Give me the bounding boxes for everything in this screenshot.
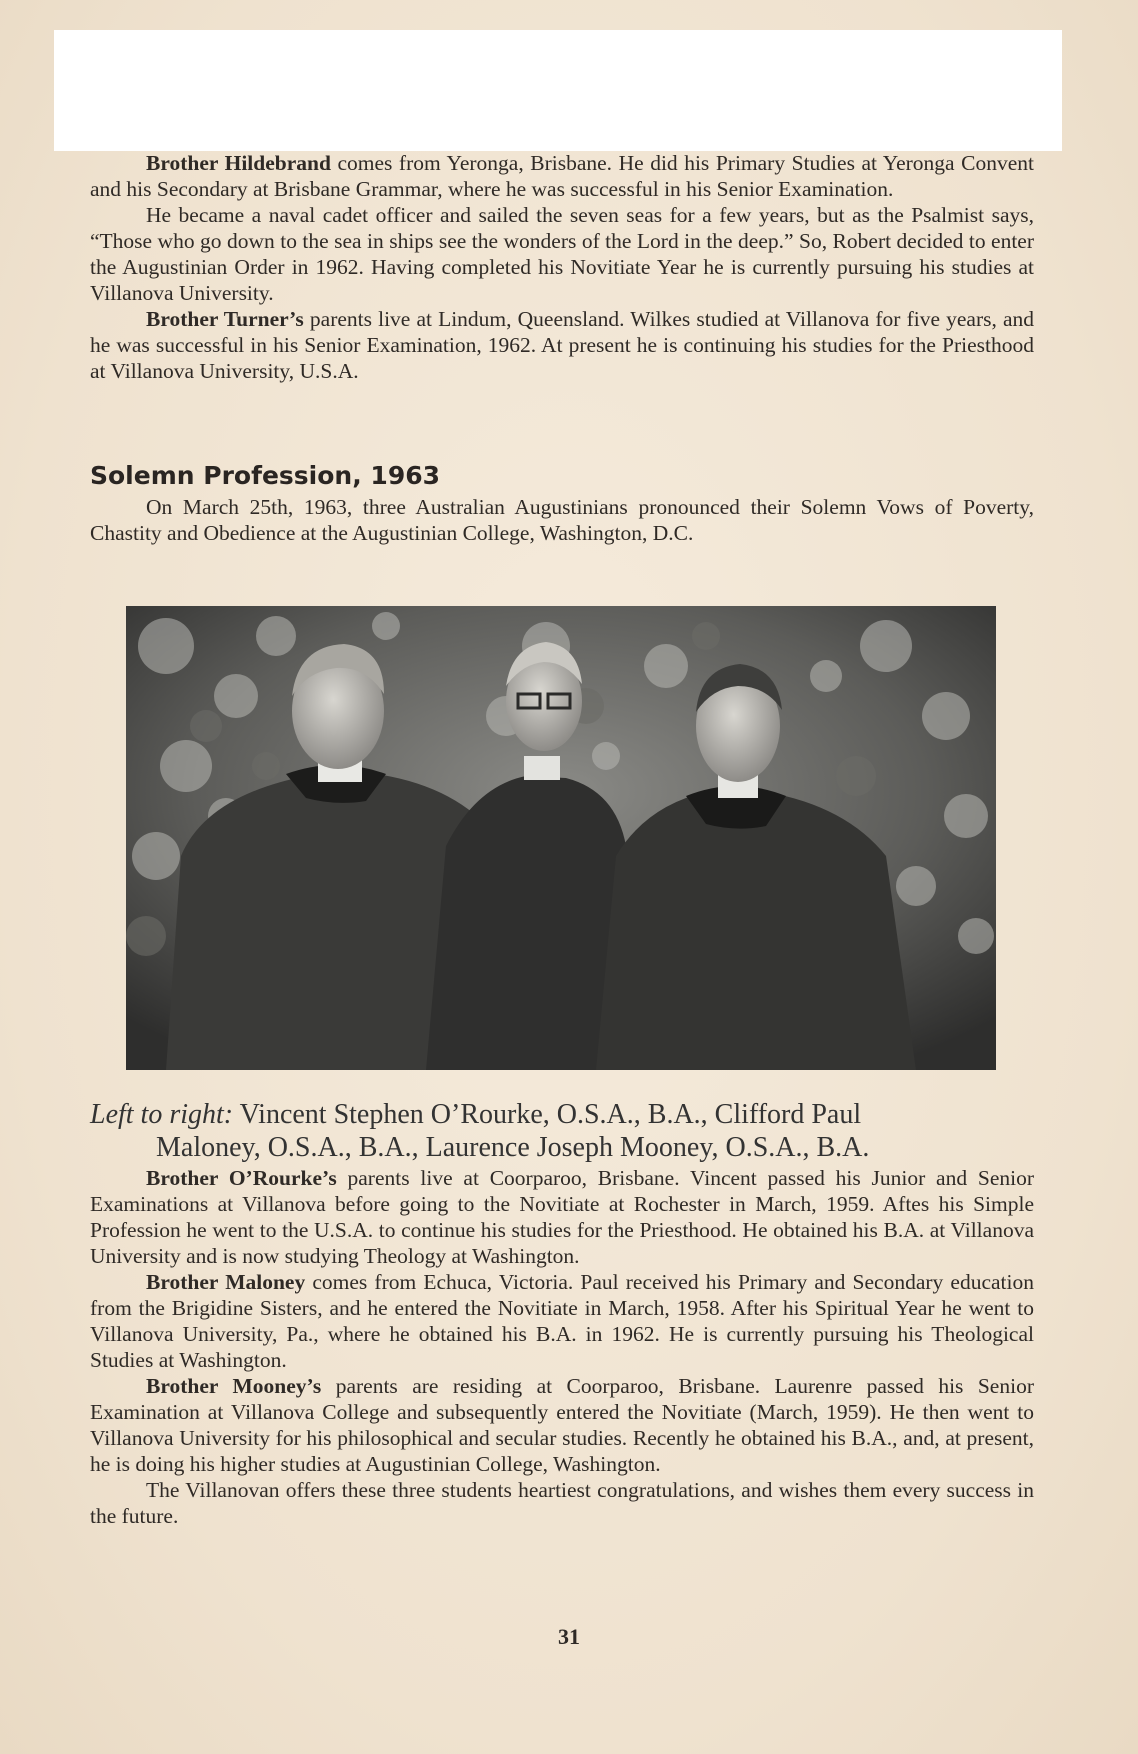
paragraph-lead: Brother Mooney’s	[146, 1374, 322, 1398]
paragraph-congratulations	[90, 1477, 1034, 1529]
paragraph-lead: Brother Maloney	[146, 1270, 306, 1294]
paragraph-turner	[90, 306, 1034, 384]
caption-line-2: Maloney, O.S.A., B.A., Laurence Joseph Mooney, O.S.A., B.A.	[156, 1132, 870, 1163]
solemn-profession-section	[90, 494, 1034, 546]
page-number: 31	[558, 1624, 580, 1649]
photo-caption	[90, 1098, 1034, 1164]
paragraph-text: The Villanovan offers these three students heartiest congratulations, and wishes them every success in the future.	[90, 1478, 1034, 1528]
caption-line-1: Vincent Stephen O’Rourke, O.S.A., B.A., Clifford Paul	[233, 1099, 862, 1130]
paragraph-text: comes from Yeronga, Brisbane. He did his Primary Studies at Yeronga Convent and his Secondary at Brisbane Grammar, where he was successful in his Senior Examination.	[90, 151, 1034, 201]
paragraph-text: comes from Echuca, Victoria. Paul received his Primary and Secondary education from the Brigidine Sisters, and he entered the Novitiate in March, 1958. After his Spiritual Year he went to Villanova University, Pa., where he obtained his B.A. in 1962. He is currently pursuing his Theological Studies at Washington.	[90, 1270, 1034, 1372]
paragraph-text: parents live at Coorparoo, Brisbane. Vincent passed his Junior and Senior Examinations at Villanova before going to the Novitiate at Rochester in March, 1959. Aftes his Simple Profession he went to the U.S.A. to continue his studies for the Priesthood. He obtained his B.A. at Villanova University and is now studying Theology at Washington.	[90, 1166, 1034, 1268]
paragraph-orourke	[90, 1165, 1034, 1269]
paragraph-naval-cadet	[90, 202, 1034, 306]
paragraph-text: parents are residing at Coorparoo, Brisbane. Laurenre passed his Senior Examination at Villanova College and subsequently entered the Novitiate (March, 1959). He then went to Villanova University for his philosophical and secular studies. Recently he obtained his B.A., and, at present, he is doing his higher studies at Augustinian College, Washington.	[90, 1374, 1034, 1476]
section-heading: Solemn Profession, 1963	[90, 461, 440, 490]
photo-illustration	[126, 606, 996, 1070]
bottom-section	[90, 1165, 1034, 1529]
paragraph-hildebrand	[90, 150, 1034, 202]
caption-prefix: Left to right:	[90, 1099, 234, 1130]
group-photo	[126, 606, 996, 1070]
top-section	[90, 150, 1034, 384]
redaction-box	[54, 30, 1062, 151]
paragraph-solemn-vows: On March 25th, 1963, three Australian Augustinians pronounced their Solemn Vows of Poverty, Chastity and Obedience at the Augustinian College, Washington, D.C.	[90, 495, 1034, 545]
paragraph-text: parents live at Lindum, Queensland. Wilkes studied at Villanova for five years, and he was successful in his Senior Examination, 1962. At present he is continuing his studies for the Priesthood at Villanova University, U.S.A.	[90, 307, 1034, 383]
paragraph-lead: Brother Turner’s	[146, 307, 304, 331]
paragraph-maloney	[90, 1269, 1034, 1373]
paragraph-lead: Brother O’Rourke’s	[146, 1166, 337, 1190]
paragraph-mooney	[90, 1373, 1034, 1477]
paragraph-text: He became a naval cadet officer and sailed the seven seas for a few years, but as the Psalmist says, “Those who go down to the sea in ships see the wonders of the Lord in the deep.” So, Robert decided to enter the Augustinian Order in 1962. Having completed his Novitiate Year he is currently pursuing his studies at Villanova University.	[90, 203, 1034, 305]
paragraph-lead: Brother Hildebrand	[146, 151, 331, 175]
